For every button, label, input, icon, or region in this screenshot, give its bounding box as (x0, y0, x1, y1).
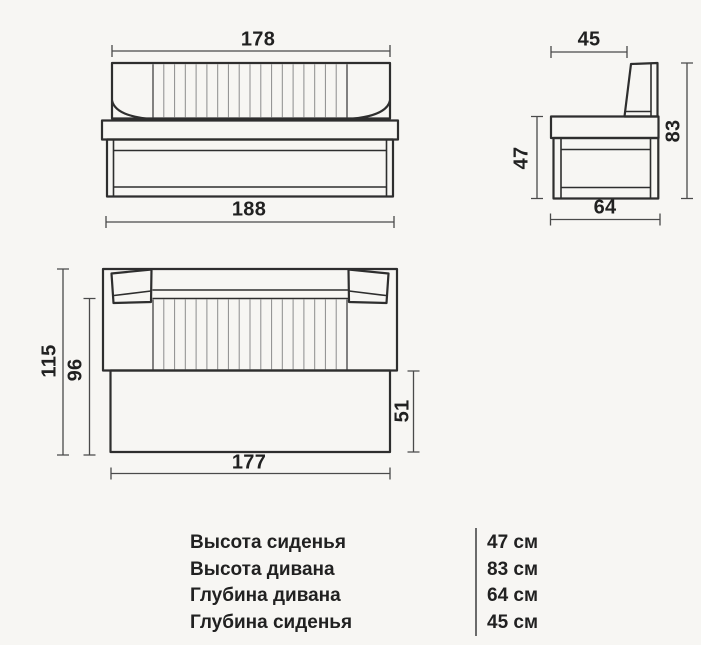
spec-label: Высота сиденья (190, 532, 346, 554)
plan-right-wing-detail (349, 291, 386, 296)
front-width-top-label: 178 (240, 28, 276, 51)
spec-label: Глубина дивана (190, 585, 341, 607)
spec-table (190, 530, 538, 636)
spec-row-seat-height (190, 530, 538, 557)
side-depth-bottom-label: 64 (593, 196, 617, 219)
side-base-frame (554, 138, 659, 199)
side-seat-height-label: 47 (510, 146, 533, 170)
plan-left-wing-detail (114, 291, 151, 296)
front-base-frame (107, 140, 393, 197)
plan-extension-depth-label: 51 (391, 399, 414, 423)
side-seat-depth-label: 45 (577, 28, 601, 51)
spec-label: Высота дивана (190, 558, 335, 580)
plan-backrest-band-lines (153, 290, 349, 299)
side-base-frame-details (561, 138, 651, 199)
front-base-frame-details (114, 140, 387, 197)
front-seat-band (102, 121, 398, 140)
spec-value: 83 см (487, 558, 539, 580)
plan-pullout-section (111, 371, 391, 453)
spec-value: 45 см (487, 612, 539, 634)
plan-depth-total-label: 115 (38, 344, 61, 378)
spec-row-seat-depth (190, 610, 538, 637)
plan-view-drawing (57, 269, 420, 480)
plan-left-wing-cushion (112, 270, 152, 304)
side-backrest (625, 63, 658, 117)
front-backrest-stripes (153, 64, 347, 117)
plan-seat-stripes (153, 300, 347, 370)
spec-row-sofa-depth (190, 583, 538, 610)
spec-value: 64 см (487, 585, 539, 607)
side-total-height-label: 83 (662, 119, 685, 143)
plan-depth-inner-label: 96 (64, 358, 87, 382)
side-seat-band (551, 117, 659, 139)
spec-label: Глубина сиденья (190, 612, 353, 634)
plan-width-bottom-label: 177 (231, 451, 267, 474)
spec-table-divider (475, 528, 477, 636)
spec-value: 47 см (487, 532, 539, 554)
plan-right-wing-cushion (349, 270, 389, 304)
spec-row-sofa-height (190, 557, 538, 584)
front-width-bottom-label: 188 (231, 198, 267, 221)
